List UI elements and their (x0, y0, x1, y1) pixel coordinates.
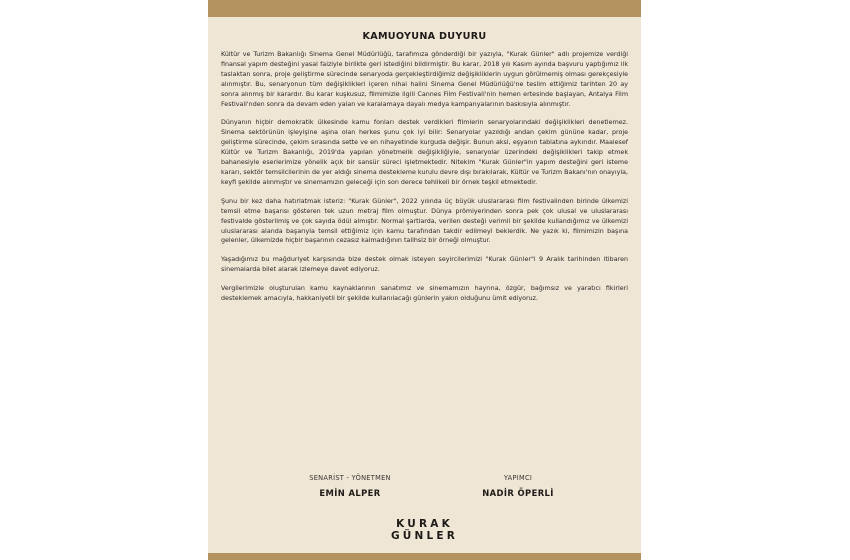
announcement-page (208, 0, 641, 560)
signature-name: EMİN ALPER (319, 488, 381, 498)
film-logo (208, 518, 641, 542)
signature-block (208, 474, 641, 514)
paragraph: Şunu bir kez daha hatırlatmak isteriz: "Kurak Günler", 2022 yılında üç büyük uluslararası film festivalinden birinde ülkemizi temsil etme başarısı gösteren tek uzun metraj film olmuştur. Dünya prömiyerinden sonra pek çok ulusal ve uluslararası festivalde gösterilmiş ve çok sayıda ödül almıştır. Normal şartlarda, verilen desteği verimli bir şekilde kullandığımız ve ülkemizi uluslararası alanda başarıyla temsil ettiğimiz için kamu tarafından takdir edilmeyi beklerdik. Ne yazık ki, filmimizin başına gelenler, ülkemizde hiçbir başarının cezasız kalmadığının talihsiz bir örneği olmuştur. (221, 197, 628, 245)
signature-name: NADİR ÖPERLİ (482, 488, 554, 498)
announcement-title: KAMUOYUNA DUYURU (362, 31, 487, 42)
top-accent-band (208, 0, 641, 17)
logo-line-1: KURAK (396, 518, 453, 530)
logo-line-2: GÜNLER (390, 530, 459, 542)
paragraph: Vergilerimizle oluşturulan kamu kaynaklarının sanatımız ve sinemamızın hayrına, özgür, bağımsız ve yaratıcı fikirleri desteklemek amacıyla, hakkaniyetli bir şekilde kullanılacağı günlerin yakın olduğunu ümit ediyoruz. (221, 285, 628, 303)
bottom-accent-band (208, 553, 641, 560)
paragraph: Yaşadığımız bu mağduriyet karşısında bize destek olmak isteyen seyircilerimizi "Kurak Günler"i 9 Aralık tarihinden itibaren sinemalarda bilet alarak izlemeye davet ediyoruz. (221, 256, 628, 274)
signature-role: SENARİST - YÖNETMEN (309, 474, 391, 482)
announcement-body (221, 31, 628, 313)
signature-director (270, 474, 430, 498)
paragraph: Kültür ve Turizm Bakanlığı Sinema Genel Müdürlüğü, tarafımıza gönderdiği bir yazıyla, "Kurak Günler" adlı projemize verdiği finansal yapım desteğini yasal faiziyle birlikte geri istediğini bildirmiştir. Bu karar, 2018 yılı Kasım ayında başvuru yaptığımız ilk taslaktan sonra, proje geliştirme sürecinde senaryoda gerçekleştirdiğimiz değişikliklerin uygun görülmemiş olması gerekçesiyle alınmıştır. Bu, senaryonun tüm değişiklikleri içeren nihai halini Sinema Genel Müdürlüğü'ne teslim ettiğimiz tarihten 20 ay sonra alınmış bir karardır. Bu karar kuşkusuz, filmimizle ilgili Cannes Film Festivali'nin hemen ertesinde başlayan, Antalya Film Festivali'nden sonra da devam eden yalan ve karalamaya dayalı medya kampanyalarının baskısıyla alınmıştır. (221, 51, 628, 108)
paragraph: Dünyanın hiçbir demokratik ülkesinde kamu fonları destek verdikleri filmlerin senaryolarındaki değişiklikleri denetlemez. Sinema sektörünün işleyişine aşina olan herkes şunu çok iyi bilir: Senaryolar yazıldığı andan çekim gününe kadar, proje geliştirme sürecinde, çekim sırasında sette ve en nihayetinde kurguda değişir. Bunun aksi, eşyanın tabiatına aykırıdır. Maalesef Kültür ve Turizm Bakanlığı, 2019'da yapılan yönetmelik değişikliğiyle, senaryolar üzerindeki değişiklikleri takip etmek bahanesiyle eserlerimize yönelik açık bir sansür süreci işletmektedir. Nitekim "Kurak Günler"in yapım desteğini geri isteme kararı, sektör temsilcilerinin de yer aldığı sinema destekleme kurulu devre dışı bırakılarak, Kültür ve Turizm Bakanı'nın onayıyla, keyfi şekilde alınmıştır ve sinemamızın geleceği için son derece tehlikeli bir örnek teşkil etmektedir. (221, 119, 628, 186)
signature-producer (438, 474, 598, 498)
signature-role: YAPIMCI (503, 474, 533, 482)
